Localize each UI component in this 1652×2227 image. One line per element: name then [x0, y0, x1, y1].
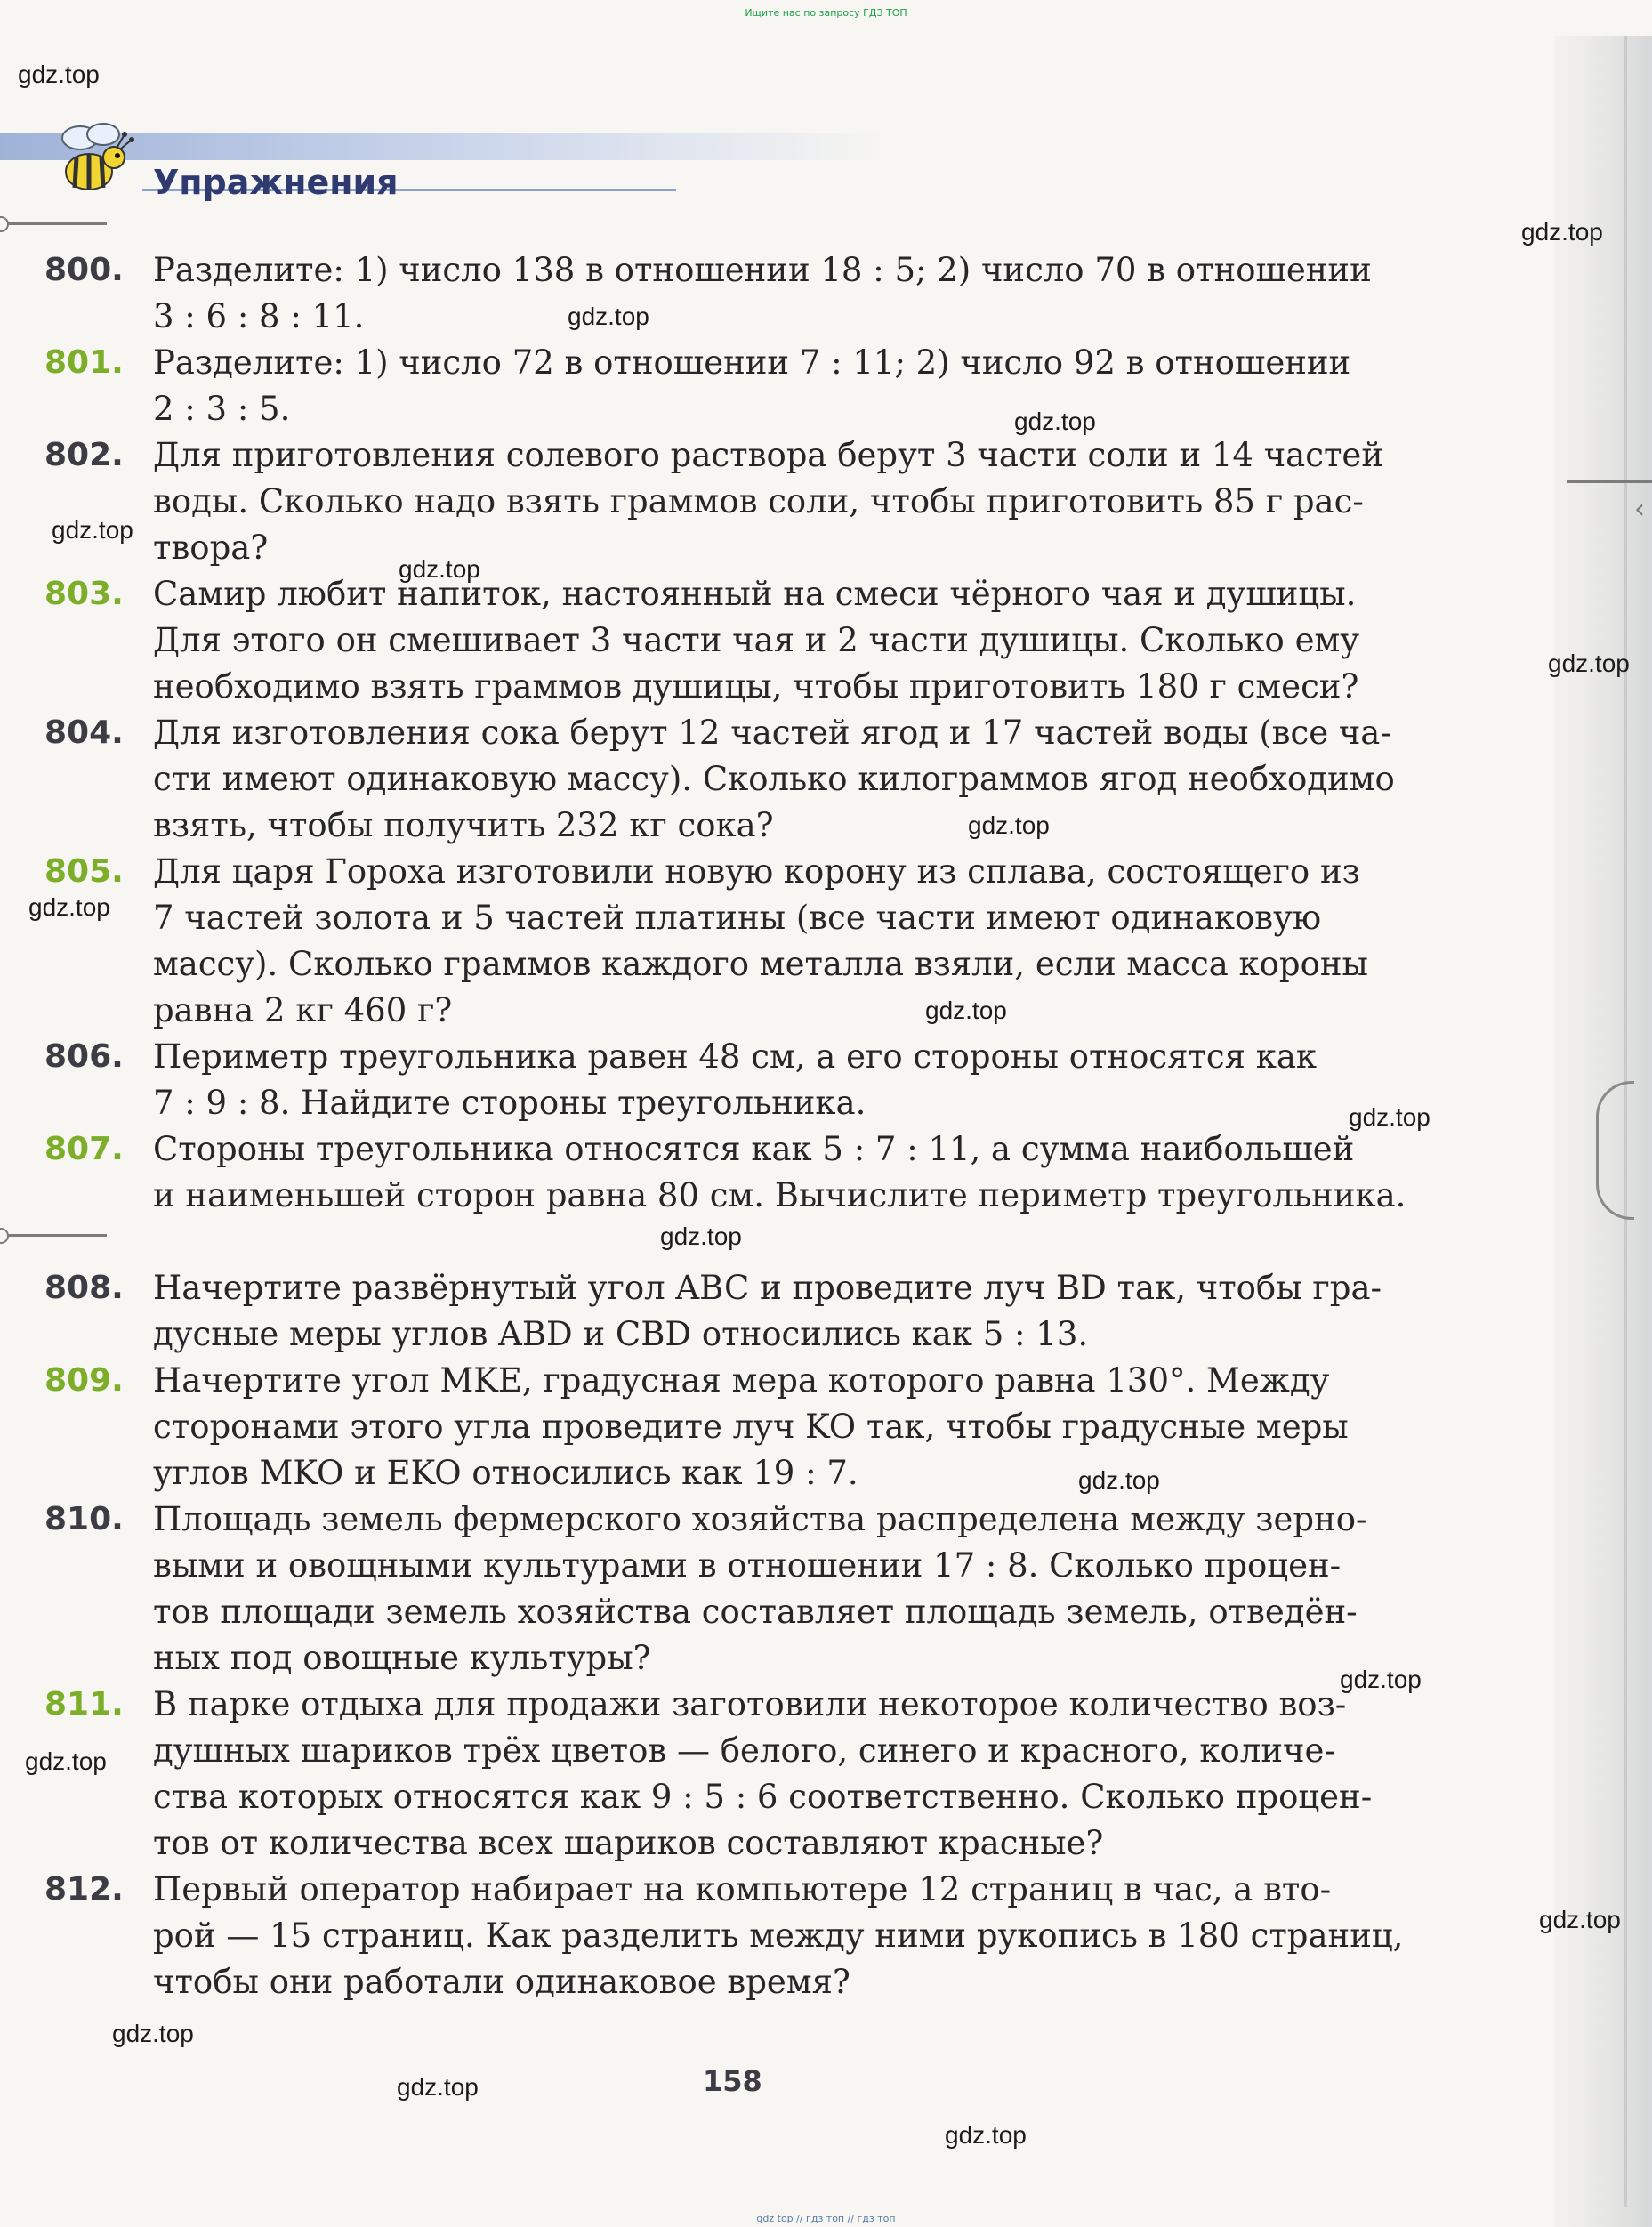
watermark: gdz.top	[397, 2073, 479, 2101]
exercise-text-line: 2 : 3 : 5.	[153, 390, 291, 428]
watermark: gdz.top	[25, 1747, 107, 1775]
edge-arrow-icon: ‹	[1634, 494, 1645, 525]
exercise-text-line: воды. Сколько надо взять граммов соли, чтобы приготовить 85 г рас-	[153, 482, 1364, 520]
exercise-text-line: Разделите: 1) число 72 в отношении 7 : 11; 2) число 92 в отношении	[153, 343, 1351, 382]
exercise-number: 800.	[44, 252, 124, 288]
exercise-text-line: ных под овощные культуры?	[153, 1639, 651, 1677]
edge-tab	[1596, 1081, 1634, 1220]
exercise-text-line: чтобы они работали одинаковое время?	[153, 1963, 850, 2001]
exercise-text-line: 7 частей золота и 5 частей платины (все части имеют одинаковую	[153, 899, 1322, 937]
exercise-text-line: рой — 15 страниц. Как разделить между ними рукопись в 180 страниц,	[153, 1916, 1404, 1955]
exercise-text	[153, 247, 1443, 340]
exercise-text-line: В парке отдыха для продажи заготовили некоторое количество воз-	[153, 1685, 1347, 1723]
exercise-text-line: сти имеют одинаковую массу). Сколько килограммов ягод необходимо	[153, 760, 1395, 798]
watermark: gdz.top	[1340, 1666, 1422, 1693]
exercise-text-line: Стороны треугольника относятся как 5 : 7 : 11, а сумма наибольшей	[153, 1130, 1355, 1168]
margin-line	[0, 1234, 107, 1237]
exercise-text-line: дусные меры углов ABD и CBD относились как 5 : 13.	[153, 1315, 1089, 1353]
watermark: gdz.top	[399, 555, 480, 583]
watermark: gdz.top	[112, 2020, 194, 2047]
watermark: gdz.top	[568, 303, 649, 330]
exercise-text	[153, 1867, 1443, 2005]
exercise-text	[153, 1034, 1443, 1126]
exercise-text-line: душных шариков трёх цветов — белого, синего и красного, количе-	[153, 1731, 1335, 1770]
exercise-number: 802.	[44, 437, 124, 473]
exercise-text-line: Площадь земель фермерского хозяйства распределена между зерно-	[153, 1500, 1367, 1538]
exercise-text	[153, 1497, 1443, 1682]
exercise-text-line: Для этого он смешивает 3 части чая и 2 части душицы. Сколько ему	[153, 621, 1360, 659]
exercise-text	[153, 710, 1443, 849]
exercise-number: 806.	[44, 1038, 124, 1075]
exercise-text-line: тов площади земель хозяйства составляет площадь земель, отведён-	[153, 1593, 1358, 1631]
exercise-number: 804.	[44, 714, 124, 751]
watermark: gdz.top	[1078, 1466, 1160, 1494]
watermark: gdz.top	[28, 893, 110, 921]
exercise-number: 812.	[44, 1871, 124, 1908]
exercise-text-line: необходимо взять граммов душицы, чтобы приготовить 180 г смеси?	[153, 667, 1359, 706]
exercise-text	[153, 1126, 1443, 1219]
watermark: gdz.top	[1521, 218, 1603, 246]
exercise-number: 809.	[44, 1362, 124, 1399]
bee-icon	[43, 111, 141, 209]
watermark: gdz.top	[1349, 1103, 1430, 1131]
exercise-text-line: тов от количества всех шариков составляют красные?	[153, 1824, 1104, 1862]
header-note: Ищите нас по запросу ГДЗ ТОП	[745, 7, 907, 19]
exercise-text-line: Начертите угол MKE, градусная мера которого равна 130°. Между	[153, 1361, 1330, 1400]
exercise-number: 805.	[44, 853, 124, 890]
exercise-number: 808.	[44, 1270, 124, 1306]
watermark: gdz.top	[52, 516, 133, 544]
exercise-text-line: твора?	[153, 529, 269, 567]
watermark: gdz.top	[945, 2121, 1027, 2149]
exercise-text	[153, 1358, 1443, 1497]
exercise-number: 801.	[44, 344, 124, 381]
exercise-text	[153, 340, 1443, 432]
exercise-text-line: равна 2 кг 460 г?	[153, 991, 453, 1029]
watermark: gdz.top	[660, 1222, 742, 1250]
section-title: Упражнения	[153, 163, 399, 202]
exercise-text-line: выми и овощными культурами в отношении 17 : 8. Сколько процен-	[153, 1546, 1342, 1585]
exercise-text	[153, 1265, 1443, 1358]
exercise-text-line: Начертите развёрнутый угол ABC и проведите луч BD так, чтобы гра-	[153, 1269, 1382, 1307]
exercise-text-line: Для изготовления сока берут 12 частей ягод и 17 частей воды (все ча-	[153, 714, 1391, 752]
watermark: gdz.top	[1539, 1906, 1621, 1933]
margin-line	[0, 222, 107, 225]
watermark: gdz.top	[1014, 407, 1096, 435]
watermark: gdz.top	[968, 811, 1050, 839]
edge-mark	[1567, 480, 1652, 483]
exercise-text-line: Разделите: 1) число 138 в отношении 18 : 5; 2) число 70 в отношении	[153, 251, 1372, 289]
margin-dot	[0, 216, 9, 232]
exercise-text-line: сторонами этого угла проведите луч KO так, чтобы градусные меры	[153, 1408, 1349, 1446]
exercise-text-line: 3 : 6 : 8 : 11.	[153, 297, 365, 335]
watermark: gdz.top	[1548, 650, 1630, 677]
exercise-text-line: 7 : 9 : 8. Найдите стороны треугольника.	[153, 1084, 866, 1122]
exercise-text-line: ства которых относятся как 9 : 5 : 6 соответственно. Сколько процен-	[153, 1778, 1373, 1816]
watermark: gdz.top	[18, 61, 100, 88]
exercise-number: 811.	[44, 1686, 124, 1723]
exercise-text-line: Первый оператор набирает на компьютере 12 страниц в час, а вто-	[153, 1870, 1332, 1908]
exercise-text-line: углов MKO и EKO относились как 19 : 7.	[153, 1454, 858, 1492]
exercise-text	[153, 849, 1443, 1034]
exercise-text	[153, 1682, 1443, 1867]
exercise-number: 807.	[44, 1131, 124, 1167]
exercise-text	[153, 571, 1443, 710]
margin-dot	[0, 1228, 9, 1244]
exercise-text-line: Самир любит напиток, настоянный на смеси чёрного чая и душицы.	[153, 575, 1357, 613]
exercise-number: 803.	[44, 576, 124, 612]
exercise-text-line: Периметр треугольника равен 48 см, а его стороны относятся как	[153, 1037, 1318, 1076]
footer-note: gdz top // гдз топ // гдз топ	[756, 2213, 896, 2224]
watermark: gdz.top	[925, 997, 1007, 1024]
exercise-text-line: взять, чтобы получить 232 кг сока?	[153, 806, 774, 844]
exercise-text-line: массу). Сколько граммов каждого металла взяли, если масса короны	[153, 945, 1368, 983]
exercise-text	[153, 432, 1443, 571]
exercise-number: 810.	[44, 1501, 124, 1537]
exercise-text-line: и наименьшей сторон равна 80 см. Вычислите периметр треугольника.	[153, 1176, 1406, 1214]
page-number: 158	[703, 2064, 762, 2098]
exercise-text-line: Для царя Гороха изготовили новую корону из сплава, состоящего из	[153, 852, 1360, 891]
exercise-text-line: Для приготовления солевого раствора берут 3 части соли и 14 частей	[153, 436, 1383, 474]
